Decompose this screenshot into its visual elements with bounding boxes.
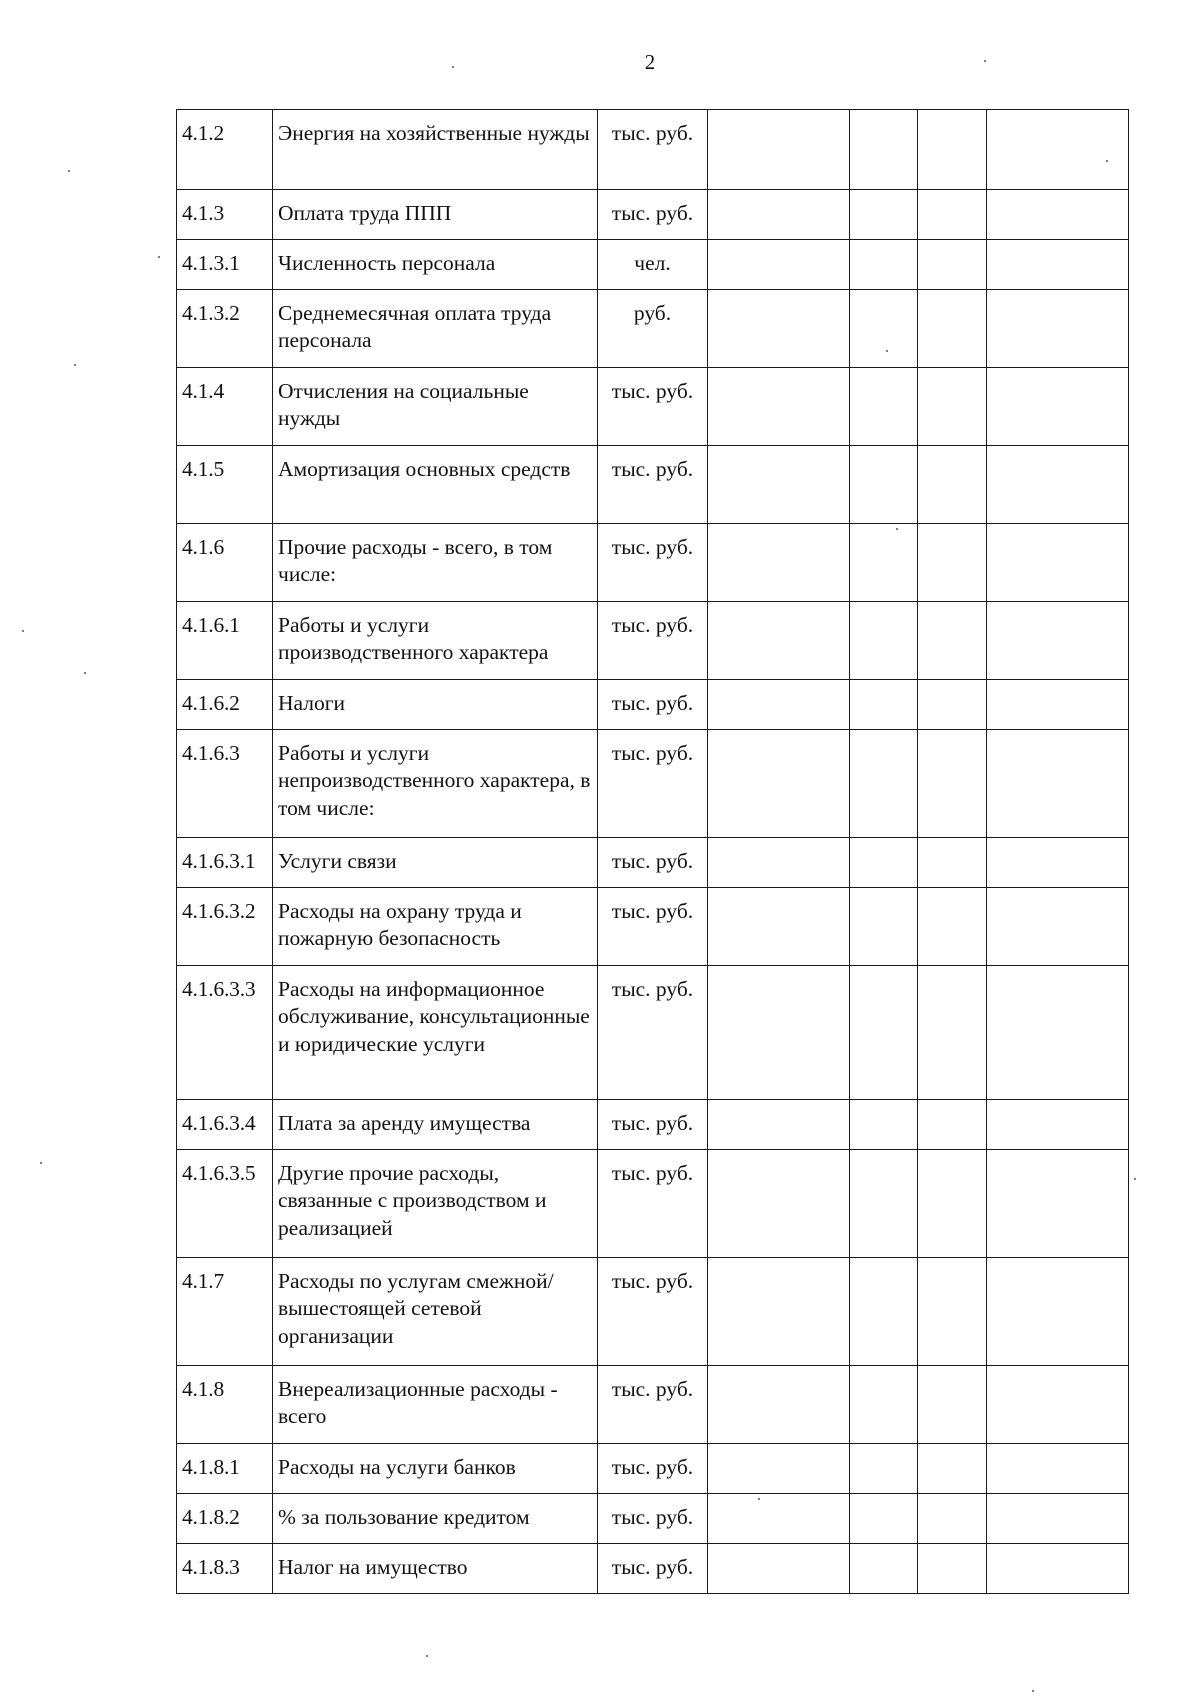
table-row bbox=[177, 110, 1129, 190]
row-code-cell: 4.1.7 bbox=[177, 1258, 273, 1366]
table-row bbox=[177, 290, 1129, 368]
row-value-cell-1 bbox=[708, 446, 850, 524]
row-unit-cell: тыс. руб. bbox=[598, 446, 708, 524]
row-value-cell-1 bbox=[708, 368, 850, 446]
row-value-cell-4 bbox=[987, 838, 1129, 888]
row-code-cell: 4.1.3.2 bbox=[177, 290, 273, 368]
row-code-cell: 4.1.2 bbox=[177, 110, 273, 190]
row-value-cell-3 bbox=[918, 1366, 987, 1444]
row-value-cell-4 bbox=[987, 240, 1129, 290]
scan-speck bbox=[896, 528, 898, 530]
row-value-cell-3 bbox=[918, 602, 987, 680]
row-value-cell-2 bbox=[850, 1366, 918, 1444]
row-unit-cell: тыс. руб. bbox=[598, 838, 708, 888]
row-name-cell: % за пользование кредитом bbox=[273, 1494, 598, 1544]
row-name-cell: Прочие расходы - всего, в том числе: bbox=[273, 524, 598, 602]
row-value-cell-1 bbox=[708, 1150, 850, 1258]
row-code-cell: 4.1.6.1 bbox=[177, 602, 273, 680]
row-value-cell-2 bbox=[850, 240, 918, 290]
row-value-cell-4 bbox=[987, 1444, 1129, 1494]
row-value-cell-4 bbox=[987, 680, 1129, 730]
scan-speck bbox=[886, 350, 888, 352]
table-row bbox=[177, 602, 1129, 680]
row-value-cell-4 bbox=[987, 1100, 1129, 1150]
table-row bbox=[177, 1100, 1129, 1150]
row-value-cell-2 bbox=[850, 446, 918, 524]
row-code-cell: 4.1.8.1 bbox=[177, 1444, 273, 1494]
scan-speck bbox=[1032, 1690, 1034, 1692]
row-unit-cell: тыс. руб. bbox=[598, 1544, 708, 1594]
row-name-cell: Среднемесячная оплата труда персонала bbox=[273, 290, 598, 368]
row-value-cell-2 bbox=[850, 1150, 918, 1258]
row-value-cell-1 bbox=[708, 1494, 850, 1544]
row-value-cell-2 bbox=[850, 838, 918, 888]
row-code-cell: 4.1.6.3.4 bbox=[177, 1100, 273, 1150]
row-unit-cell: тыс. руб. bbox=[598, 1150, 708, 1258]
row-value-cell-2 bbox=[850, 1258, 918, 1366]
row-value-cell-2 bbox=[850, 1100, 918, 1150]
cost-table bbox=[176, 109, 1129, 1594]
row-name-cell: Расходы на услуги банков bbox=[273, 1444, 598, 1494]
row-code-cell: 4.1.6.3.3 bbox=[177, 966, 273, 1100]
row-value-cell-1 bbox=[708, 1258, 850, 1366]
row-value-cell-1 bbox=[708, 680, 850, 730]
row-unit-cell: руб. bbox=[598, 290, 708, 368]
row-unit-cell: тыс. руб. bbox=[598, 1494, 708, 1544]
row-value-cell-3 bbox=[918, 110, 987, 190]
table-row bbox=[177, 240, 1129, 290]
row-code-cell: 4.1.8.2 bbox=[177, 1494, 273, 1544]
row-name-cell: Работы и услуги непроизводственного характера, в том числе: bbox=[273, 730, 598, 838]
row-value-cell-2 bbox=[850, 680, 918, 730]
row-value-cell-4 bbox=[987, 190, 1129, 240]
row-value-cell-3 bbox=[918, 446, 987, 524]
row-value-cell-2 bbox=[850, 190, 918, 240]
row-name-cell: Налог на имущество bbox=[273, 1544, 598, 1594]
row-name-cell: Расходы на охрану труда и пожарную безопасность bbox=[273, 888, 598, 966]
scan-speck bbox=[22, 630, 24, 632]
row-value-cell-2 bbox=[850, 966, 918, 1100]
row-value-cell-1 bbox=[708, 1366, 850, 1444]
row-code-cell: 4.1.6.3.5 bbox=[177, 1150, 273, 1258]
row-code-cell: 4.1.3 bbox=[177, 190, 273, 240]
table-row bbox=[177, 1366, 1129, 1444]
row-value-cell-4 bbox=[987, 888, 1129, 966]
scan-speck bbox=[1134, 1178, 1136, 1180]
row-value-cell-3 bbox=[918, 730, 987, 838]
scan-speck bbox=[452, 66, 454, 68]
scan-speck bbox=[40, 1162, 42, 1164]
scan-speck bbox=[984, 60, 986, 62]
scan-speck bbox=[758, 1498, 760, 1500]
table-row bbox=[177, 680, 1129, 730]
scan-speck bbox=[84, 672, 86, 674]
row-value-cell-1 bbox=[708, 1100, 850, 1150]
row-value-cell-3 bbox=[918, 524, 987, 602]
row-code-cell: 4.1.6 bbox=[177, 524, 273, 602]
table-row bbox=[177, 524, 1129, 602]
row-unit-cell: тыс. руб. bbox=[598, 888, 708, 966]
row-value-cell-1 bbox=[708, 290, 850, 368]
row-value-cell-4 bbox=[987, 1150, 1129, 1258]
row-value-cell-3 bbox=[918, 1494, 987, 1544]
scan-speck bbox=[74, 364, 76, 366]
row-unit-cell: тыс. руб. bbox=[598, 1100, 708, 1150]
scan-speck bbox=[426, 1655, 428, 1657]
row-code-cell: 4.1.6.3 bbox=[177, 730, 273, 838]
page-number: 2 bbox=[644, 50, 656, 74]
row-value-cell-3 bbox=[918, 1258, 987, 1366]
row-code-cell: 4.1.8 bbox=[177, 1366, 273, 1444]
row-value-cell-1 bbox=[708, 190, 850, 240]
row-value-cell-2 bbox=[850, 730, 918, 838]
row-value-cell-2 bbox=[850, 1544, 918, 1594]
row-value-cell-3 bbox=[918, 966, 987, 1100]
row-value-cell-1 bbox=[708, 1544, 850, 1594]
row-value-cell-4 bbox=[987, 602, 1129, 680]
row-value-cell-3 bbox=[918, 1100, 987, 1150]
row-unit-cell: тыс. руб. bbox=[598, 110, 708, 190]
row-value-cell-4 bbox=[987, 730, 1129, 838]
row-value-cell-2 bbox=[850, 290, 918, 368]
row-value-cell-1 bbox=[708, 730, 850, 838]
table-row bbox=[177, 966, 1129, 1100]
row-value-cell-4 bbox=[987, 368, 1129, 446]
row-value-cell-4 bbox=[987, 1258, 1129, 1366]
row-value-cell-3 bbox=[918, 838, 987, 888]
row-unit-cell: тыс. руб. bbox=[598, 524, 708, 602]
table-row bbox=[177, 838, 1129, 888]
row-code-cell: 4.1.3.1 bbox=[177, 240, 273, 290]
row-name-cell: Другие прочие расходы, связанные с производством и реализацией bbox=[273, 1150, 598, 1258]
row-unit-cell: чел. bbox=[598, 240, 708, 290]
table-row bbox=[177, 190, 1129, 240]
table-row bbox=[177, 730, 1129, 838]
row-value-cell-3 bbox=[918, 1150, 987, 1258]
row-value-cell-1 bbox=[708, 110, 850, 190]
row-value-cell-4 bbox=[987, 290, 1129, 368]
row-code-cell: 4.1.6.3.1 bbox=[177, 838, 273, 888]
row-value-cell-3 bbox=[918, 1444, 987, 1494]
table-row bbox=[177, 1150, 1129, 1258]
row-value-cell-1 bbox=[708, 838, 850, 888]
scan-speck bbox=[68, 170, 70, 172]
row-value-cell-1 bbox=[708, 524, 850, 602]
table-row bbox=[177, 446, 1129, 524]
row-unit-cell: тыс. руб. bbox=[598, 966, 708, 1100]
row-code-cell: 4.1.4 bbox=[177, 368, 273, 446]
row-value-cell-3 bbox=[918, 190, 987, 240]
table-row bbox=[177, 1444, 1129, 1494]
table-body bbox=[177, 110, 1129, 1594]
row-unit-cell: тыс. руб. bbox=[598, 1366, 708, 1444]
row-name-cell: Работы и услуги производственного характера bbox=[273, 602, 598, 680]
row-name-cell: Численность персонала bbox=[273, 240, 598, 290]
row-name-cell: Налоги bbox=[273, 680, 598, 730]
row-value-cell-2 bbox=[850, 368, 918, 446]
row-unit-cell: тыс. руб. bbox=[598, 1258, 708, 1366]
row-value-cell-4 bbox=[987, 446, 1129, 524]
row-name-cell: Внереализационные расходы - всего bbox=[273, 1366, 598, 1444]
row-value-cell-3 bbox=[918, 680, 987, 730]
row-value-cell-3 bbox=[918, 368, 987, 446]
scan-speck bbox=[158, 256, 160, 258]
row-value-cell-1 bbox=[708, 602, 850, 680]
row-value-cell-1 bbox=[708, 888, 850, 966]
row-name-cell: Услуги связи bbox=[273, 838, 598, 888]
row-value-cell-4 bbox=[987, 1366, 1129, 1444]
row-value-cell-2 bbox=[850, 110, 918, 190]
table-row bbox=[177, 368, 1129, 446]
row-value-cell-3 bbox=[918, 888, 987, 966]
row-value-cell-1 bbox=[708, 240, 850, 290]
row-value-cell-2 bbox=[850, 888, 918, 966]
row-unit-cell: тыс. руб. bbox=[598, 368, 708, 446]
row-unit-cell: тыс. руб. bbox=[598, 190, 708, 240]
row-name-cell: Оплата труда ППП bbox=[273, 190, 598, 240]
row-value-cell-4 bbox=[987, 966, 1129, 1100]
row-name-cell: Амортизация основных средств bbox=[273, 446, 598, 524]
row-name-cell: Плата за аренду имущества bbox=[273, 1100, 598, 1150]
row-name-cell: Расходы по услугам смежной/вышестоящей сетевой организации bbox=[273, 1258, 598, 1366]
row-value-cell-1 bbox=[708, 1444, 850, 1494]
row-unit-cell: тыс. руб. bbox=[598, 680, 708, 730]
row-value-cell-3 bbox=[918, 1544, 987, 1594]
row-value-cell-4 bbox=[987, 110, 1129, 190]
row-code-cell: 4.1.5 bbox=[177, 446, 273, 524]
row-unit-cell: тыс. руб. bbox=[598, 1444, 708, 1494]
row-value-cell-4 bbox=[987, 1544, 1129, 1594]
row-value-cell-3 bbox=[918, 290, 987, 368]
row-code-cell: 4.1.6.3.2 bbox=[177, 888, 273, 966]
table-row bbox=[177, 1544, 1129, 1594]
table-row bbox=[177, 888, 1129, 966]
row-value-cell-2 bbox=[850, 1494, 918, 1544]
row-value-cell-4 bbox=[987, 1494, 1129, 1544]
row-name-cell: Отчисления на социальные нужды bbox=[273, 368, 598, 446]
scan-speck bbox=[1106, 160, 1108, 162]
row-unit-cell: тыс. руб. bbox=[598, 730, 708, 838]
row-value-cell-2 bbox=[850, 602, 918, 680]
row-unit-cell: тыс. руб. bbox=[598, 602, 708, 680]
row-value-cell-2 bbox=[850, 1444, 918, 1494]
row-value-cell-3 bbox=[918, 240, 987, 290]
row-value-cell-1 bbox=[708, 966, 850, 1100]
row-value-cell-4 bbox=[987, 524, 1129, 602]
row-code-cell: 4.1.8.3 bbox=[177, 1544, 273, 1594]
row-name-cell: Энергия на хозяйственные нужды bbox=[273, 110, 598, 190]
row-value-cell-2 bbox=[850, 524, 918, 602]
table-row bbox=[177, 1494, 1129, 1544]
row-code-cell: 4.1.6.2 bbox=[177, 680, 273, 730]
table-row bbox=[177, 1258, 1129, 1366]
row-name-cell: Расходы на информационное обслуживание, консультационные и юридические услуги bbox=[273, 966, 598, 1100]
